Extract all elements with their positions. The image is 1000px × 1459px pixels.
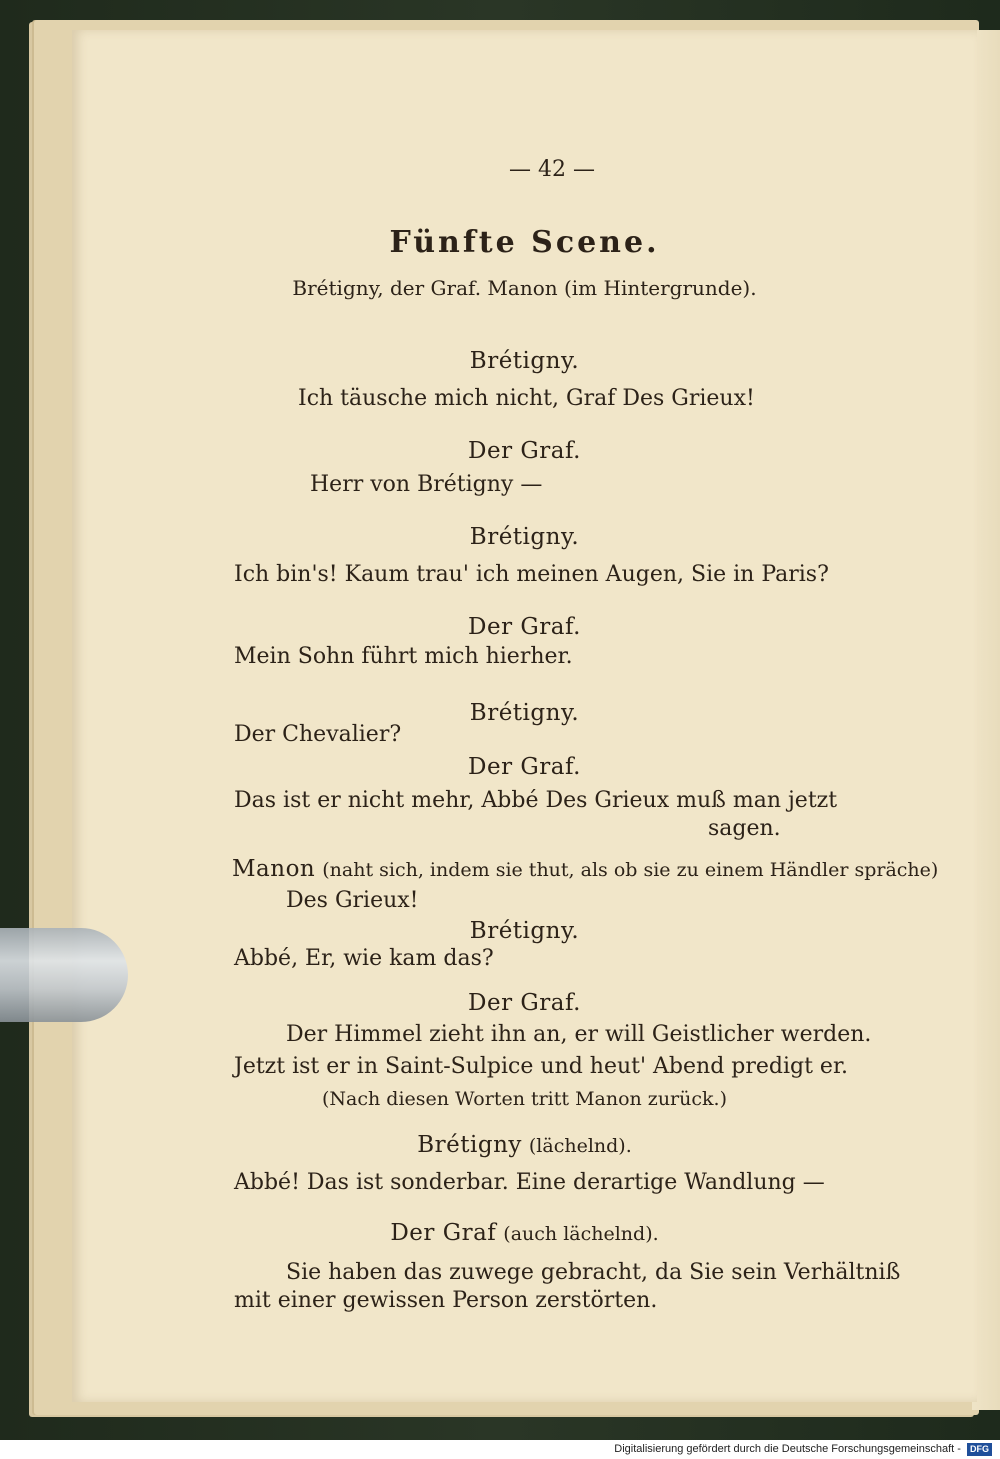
page-text [72, 30, 977, 1402]
speaker-name: Brétigny. [469, 348, 580, 374]
speaker-name: Brétigny. [469, 524, 580, 550]
speaker-name: Der Graf. [468, 438, 581, 464]
footer-bar [0, 1440, 1000, 1459]
speaker-name: Brétigny. [469, 918, 580, 944]
speech-line: Jetzt ist er in Saint-Sulpice und heut' Abend predigt er. [234, 1054, 849, 1079]
speech-line: Das ist er nicht mehr, Abbé Des Grieux muß man jetzt [234, 788, 838, 813]
speech-line: Der Chevalier? [234, 722, 402, 747]
scanner-thumb-clip [0, 928, 128, 1022]
cast-list: Brétigny, der Graf. Manon (im Hintergrunde). [292, 276, 757, 300]
speaker-name: Manon [232, 856, 316, 882]
speech-line: Des Grieux! [286, 888, 419, 913]
speech-line: Der Himmel zieht ihn an, er will Geistlicher werden. [286, 1022, 872, 1047]
speaker-name: Der Graf [390, 1220, 497, 1246]
page-number: — 42 — [509, 157, 595, 182]
stage-direction: (naht sich, indem sie thut, als ob sie zu einem Händler spräche) [322, 859, 939, 881]
speech-line: sagen. [708, 816, 781, 841]
dfg-logo: DFG [967, 1443, 992, 1456]
footer-text: Digitalisierung gefördert durch die Deutsche Forschungsgemeinschaft - [614, 1443, 961, 1455]
speech-line: Mein Sohn führt mich hierher. [234, 644, 573, 669]
book-page [72, 30, 977, 1402]
speech-line: Ich täusche mich nicht, Graf Des Grieux! [298, 386, 755, 411]
speech-line: Herr von Brétigny — [310, 472, 543, 497]
speaker-name: Brétigny [417, 1132, 522, 1158]
speech-line: Ich bin's! Kaum trau' ich meinen Augen, Sie in Paris? [234, 562, 829, 587]
speaker-name: Der Graf. [468, 614, 581, 640]
speaker-with-direction [232, 856, 938, 882]
scene-title: Fünfte Scene. [389, 225, 660, 260]
stage-direction: (lächelnd). [528, 1135, 632, 1157]
speech-line: Sie haben das zuwege gebracht, da Sie sein Verhältniß [286, 1260, 901, 1285]
speaker-name: Der Graf. [468, 754, 581, 780]
speaker-name: Der Graf. [468, 990, 581, 1016]
speaker-name: Brétigny. [469, 700, 580, 726]
speaker-with-direction [72, 1220, 977, 1246]
speech-line: Abbé, Er, wie kam das? [234, 946, 494, 971]
footer-credit [614, 1443, 1000, 1455]
speech-line: Abbé! Das ist sonderbar. Eine derartige Wandlung — [234, 1170, 825, 1195]
stage-direction: (Nach diesen Worten tritt Manon zurück.) [322, 1088, 727, 1110]
speech-line: mit einer gewissen Person zerstörten. [234, 1288, 658, 1313]
speaker-with-direction [72, 1132, 977, 1158]
stage-direction: (auch lächelnd). [503, 1223, 659, 1245]
